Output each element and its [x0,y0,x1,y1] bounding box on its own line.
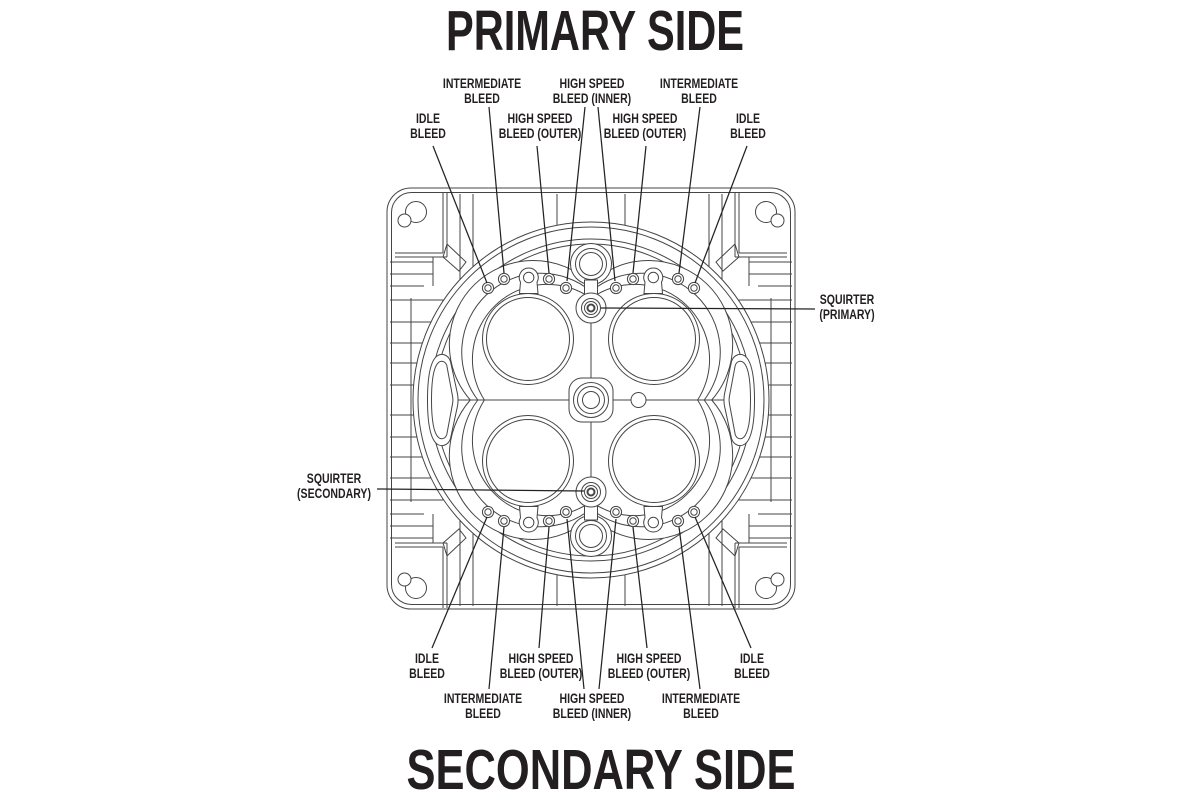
callout-intermediate-bleed-secondary-left [444,691,522,721]
callout-line: HIGH SPEED [508,651,574,666]
callout-line: BLEED [734,666,770,681]
callout-line: IDLE [415,651,439,666]
callout-line: HIGH SPEED [559,691,625,706]
callout-idle-bleed-primary-left [410,111,446,141]
carburetor-body [387,188,795,609]
callout-intermediate-bleed-primary-right [660,76,738,106]
callout-line: IDLE [736,111,760,126]
callout-high-speed-bleed-outer-secondary-right [608,651,690,681]
callout-line: BLEED [464,91,500,106]
callout-line: IDLE [416,111,440,126]
callout-line: HIGH SPEED [559,76,625,91]
callout-line: BLEED [683,706,719,721]
callout-line: HIGH SPEED [612,111,678,126]
callout-line: IDLE [740,651,764,666]
callout-high-speed-bleed-outer-primary-right [604,111,686,141]
callout-line: INTERMEDIATE [442,76,522,91]
secondary-side-title: SECONDARY SIDE [406,738,796,800]
callout-line: HIGH SPEED [616,651,682,666]
callout-line: SQUIRTER [819,292,875,307]
callout-high-speed-bleed-inner-primary [553,76,631,106]
bottom-center-boss [571,516,612,557]
callout-line: BLEED (OUTER) [603,126,687,141]
callout-line: BLEED [730,126,766,141]
callout-line: (PRIMARY) [819,307,875,322]
top-center-boss [571,244,612,285]
callout-line: BLEED (INNER) [552,706,632,721]
callout-squirter-secondary [297,471,371,501]
callout-high-speed-bleed-inner-secondary [553,691,631,721]
callout-line: BLEED [465,706,501,721]
callout-line: BLEED (OUTER) [498,126,582,141]
primary-side-title: PRIMARY SIDE [446,0,744,63]
callout-intermediate-bleed-secondary-right [662,691,740,721]
squirter-secondary-nozzle [576,477,606,507]
callout-idle-bleed-secondary-left [409,651,445,681]
callout-intermediate-bleed-primary-left [443,76,521,106]
callout-line: HIGH SPEED [507,111,573,126]
callout-idle-bleed-primary-right [730,111,766,141]
callout-line: BLEED (OUTER) [499,666,583,681]
callout-idle-bleed-secondary-right [734,651,770,681]
callout-line: BLEED [681,91,717,106]
callout-line: BLEED [410,126,446,141]
callout-line: INTERMEDIATE [661,691,741,706]
callout-line: INTERMEDIATE [659,76,739,91]
callout-line: (SECONDARY) [297,486,371,501]
callout-line: BLEED [409,666,445,681]
callout-line: BLEED (OUTER) [607,666,691,681]
center-boss [569,378,613,422]
callout-line: SQUIRTER [306,471,362,486]
callout-high-speed-bleed-outer-primary-left [499,111,581,141]
callout-line: INTERMEDIATE [443,691,523,706]
dowel-hole [631,393,646,408]
callout-squirter-primary [819,292,874,322]
callout-line: BLEED (INNER) [552,91,632,106]
callout-high-speed-bleed-outer-secondary-left [500,651,582,681]
